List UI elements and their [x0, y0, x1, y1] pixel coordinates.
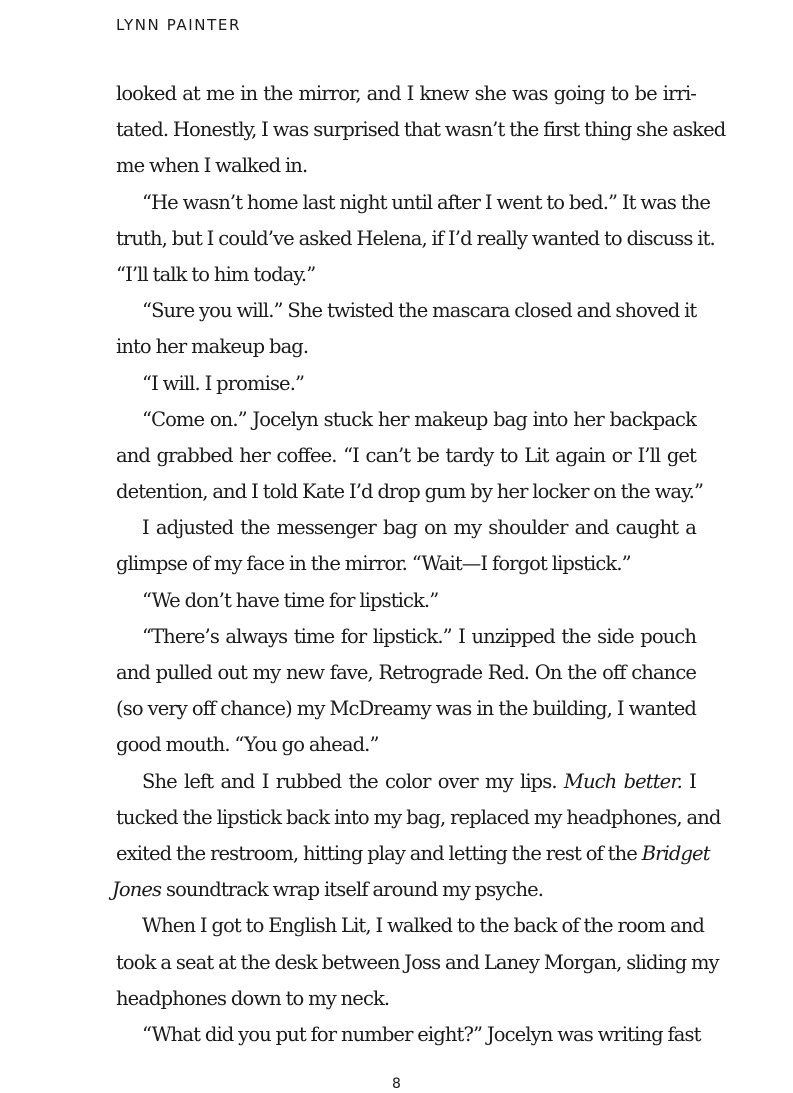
text-span: soundtrack wrap itself around my psyche.: [165, 878, 544, 902]
text-line: looked at me in the mirror, and I knew she was going to be irri-: [116, 82, 696, 105]
text-line: [112, 872, 696, 908]
text-line: (so very off chance) my McDreamy was in the building, I wanted: [116, 697, 696, 721]
text-line: and grabbed her coffee. “I can’t be tardy to Lit again or I’ll get: [116, 443, 696, 467]
text-line: and pulled out my new fave, Retrograde Red. On the off chance: [116, 661, 696, 684]
text-line: good mouth. “You go ahead.”: [116, 733, 379, 757]
text-line: “I will. I promise.”: [142, 371, 305, 395]
text-line: “Sure you will.” She twisted the mascara closed and shoved it: [142, 299, 697, 323]
text-line: into her makeup bag.: [116, 335, 309, 359]
text-line: “We don’t have time for lipstick.”: [142, 588, 439, 612]
page-number: 8: [392, 1076, 401, 1092]
text-line: [116, 764, 696, 800]
text-line: “Come on.” Jocelyn stuck her makeup bag into her backpack: [142, 407, 696, 431]
italic-title: Bridget: [641, 841, 710, 865]
text-line: tated. Honestly, I was surprised that wasn’t the first thing she asked: [116, 118, 726, 142]
text-line: took a seat at the desk between Joss and Laney Morgan, sliding my: [116, 950, 719, 974]
text-line: “What did you put for number eight?” Jocelyn was writing fast: [142, 1022, 701, 1046]
book-text: [112, 76, 726, 1053]
text-line: When I got to English Lit, I walked to the back of the room and: [142, 914, 704, 938]
text-line: me when I walked in.: [116, 154, 308, 178]
text-span: I: [681, 769, 696, 793]
text-span: She left and I rubbed the color over my lips.: [142, 769, 557, 793]
text-span: exited the restroom, hitting play and letting the rest of the: [116, 841, 637, 865]
text-line: detention, and I told Kate I’d drop gum by her locker on the way.”: [116, 480, 704, 504]
text-line: “I’ll talk to him today.”: [116, 262, 316, 286]
italic-title: Jones: [112, 878, 162, 902]
text-line: tucked the lipstick back into my bag, replaced my headphones, and: [116, 805, 721, 829]
text-line: “He wasn’t home last night until after I went to bed.” It was the: [142, 190, 711, 214]
text-line: “There’s always time for lipstick.” I unzipped the side pouch: [142, 624, 696, 648]
text-line: [116, 836, 710, 872]
text-line: I adjusted the messenger bag on my shoulder and caught a: [142, 516, 696, 540]
running-head: LYNN PAINTER: [116, 16, 241, 34]
text-line: headphones down to my neck.: [116, 986, 390, 1010]
text-line: truth, but I could’ve asked Helena, if I’d really wanted to discuss it.: [116, 226, 715, 250]
text-line: glimpse of my face in the mirror. “Wait—I forgot lipstick.”: [116, 552, 631, 576]
italic-phrase: Much better.: [563, 769, 682, 793]
